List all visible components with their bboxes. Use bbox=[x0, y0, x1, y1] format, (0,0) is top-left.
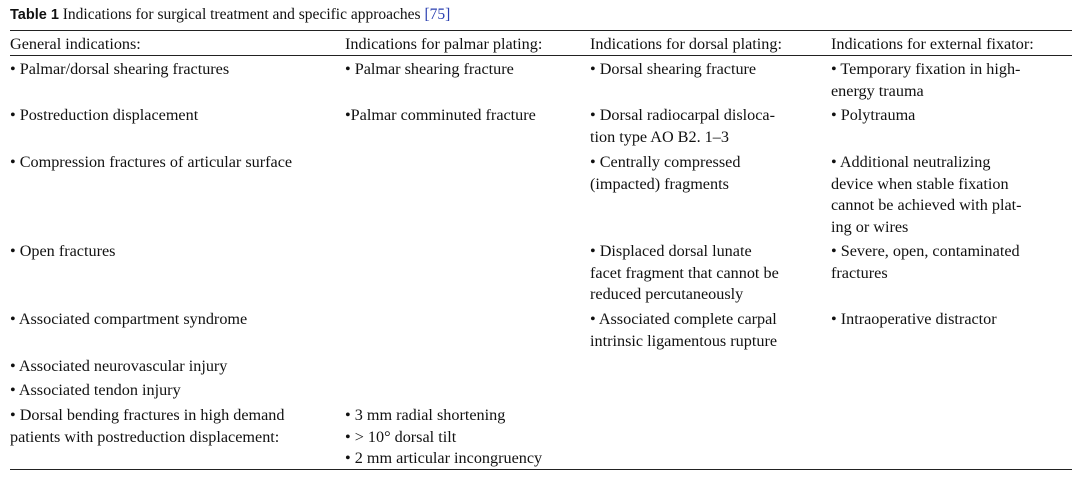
cell-line: cannot be achieved with plat- bbox=[831, 196, 1022, 214]
column-header-palmar: Indications for palmar plating: bbox=[345, 35, 543, 53]
cell-line: • Polytrauma bbox=[831, 106, 916, 124]
table-cell-dorsal bbox=[590, 241, 825, 306]
cell-line: • Centrally compressed bbox=[590, 153, 741, 171]
cell-line: • Palmar/dorsal shearing fractures bbox=[10, 60, 230, 78]
cell-line: • Compression fractures of articular surface bbox=[10, 153, 293, 171]
cell-line: • Additional neutralizing bbox=[831, 153, 991, 171]
table-cell-external bbox=[831, 152, 1066, 238]
cell-line: tion type AO B2. 1–3 bbox=[590, 127, 729, 146]
cell-line: •Palmar comminuted fracture bbox=[345, 106, 536, 124]
cell-line: patients with postreduction displacement: bbox=[10, 427, 280, 446]
cell-line: • Severe, open, contaminated bbox=[831, 242, 1020, 260]
cell-line: ing or wires bbox=[831, 217, 909, 236]
citation-link[interactable]: [75] bbox=[424, 6, 451, 23]
table-caption bbox=[10, 6, 450, 24]
cell-line: • Temporary fixation in high- bbox=[831, 60, 1021, 78]
table-cell-dorsal bbox=[590, 309, 825, 352]
table-cell-palmar bbox=[345, 59, 585, 81]
table-cell-general bbox=[10, 105, 340, 127]
table-cell-general bbox=[10, 309, 340, 331]
cell-line: • Associated complete carpal bbox=[590, 310, 777, 328]
cell-line: fractures bbox=[831, 263, 888, 282]
cell-line: • Dorsal bending fractures in high demand bbox=[10, 406, 285, 424]
cell-line: facet fragment that cannot be bbox=[590, 263, 779, 282]
cell-line: • Palmar shearing fracture bbox=[345, 60, 514, 78]
cell-line: device when stable fixation bbox=[831, 174, 1009, 193]
cell-line: • Intraoperative distractor bbox=[831, 310, 997, 328]
table-cell-general bbox=[10, 356, 340, 378]
cell-line: • Open fractures bbox=[10, 242, 116, 260]
cell-line: energy trauma bbox=[831, 81, 924, 100]
table-cell-external bbox=[831, 309, 1066, 331]
table-top-rule bbox=[10, 30, 1072, 31]
table-cell-general bbox=[10, 241, 340, 263]
column-header-general: General indications: bbox=[10, 35, 141, 53]
table-header-rule bbox=[10, 55, 1072, 56]
cell-line: • Associated tendon injury bbox=[10, 381, 181, 399]
cell-line: • Displaced dorsal lunate bbox=[590, 242, 752, 260]
table-cell-general bbox=[10, 152, 340, 174]
table-cell-dorsal bbox=[590, 59, 825, 81]
cell-line: • 2 mm articular incongruency bbox=[345, 449, 543, 467]
cell-line: • Associated compartment syndrome bbox=[10, 310, 248, 328]
table-title: Indications for surgical treatment and specific approaches bbox=[62, 6, 421, 23]
cell-line: • 3 mm radial shortening bbox=[345, 406, 506, 424]
table-cell-general bbox=[10, 405, 340, 448]
table-cell-external bbox=[831, 241, 1066, 284]
table-bottom-rule bbox=[10, 469, 1072, 470]
table-cell-dorsal bbox=[590, 152, 825, 195]
table-label: Table 1 bbox=[10, 7, 59, 23]
cell-line: • > 10° dorsal tilt bbox=[345, 427, 457, 446]
cell-line: • Postreduction displacement bbox=[10, 106, 199, 124]
table-cell-general bbox=[10, 59, 340, 81]
cell-line: intrinsic ligamentous rupture bbox=[590, 331, 778, 350]
table-cell-external bbox=[831, 105, 1066, 127]
table-cell-external bbox=[831, 59, 1066, 102]
table-cell-palmar bbox=[345, 105, 585, 127]
cell-line: (impacted) fragments bbox=[590, 174, 729, 193]
cell-line: • Dorsal shearing fracture bbox=[590, 60, 757, 78]
cell-line: • Associated neurovascular injury bbox=[10, 357, 228, 375]
table-cell-dorsal bbox=[590, 105, 825, 148]
cell-line: • Dorsal radiocarpal disloca- bbox=[590, 106, 776, 124]
table-cell-palmar bbox=[345, 405, 585, 470]
column-header-external: Indications for external fixator: bbox=[831, 35, 1034, 53]
column-header-dorsal: Indications for dorsal plating: bbox=[590, 35, 782, 53]
cell-line: reduced percutaneously bbox=[590, 285, 744, 303]
table-cell-general bbox=[10, 380, 340, 402]
